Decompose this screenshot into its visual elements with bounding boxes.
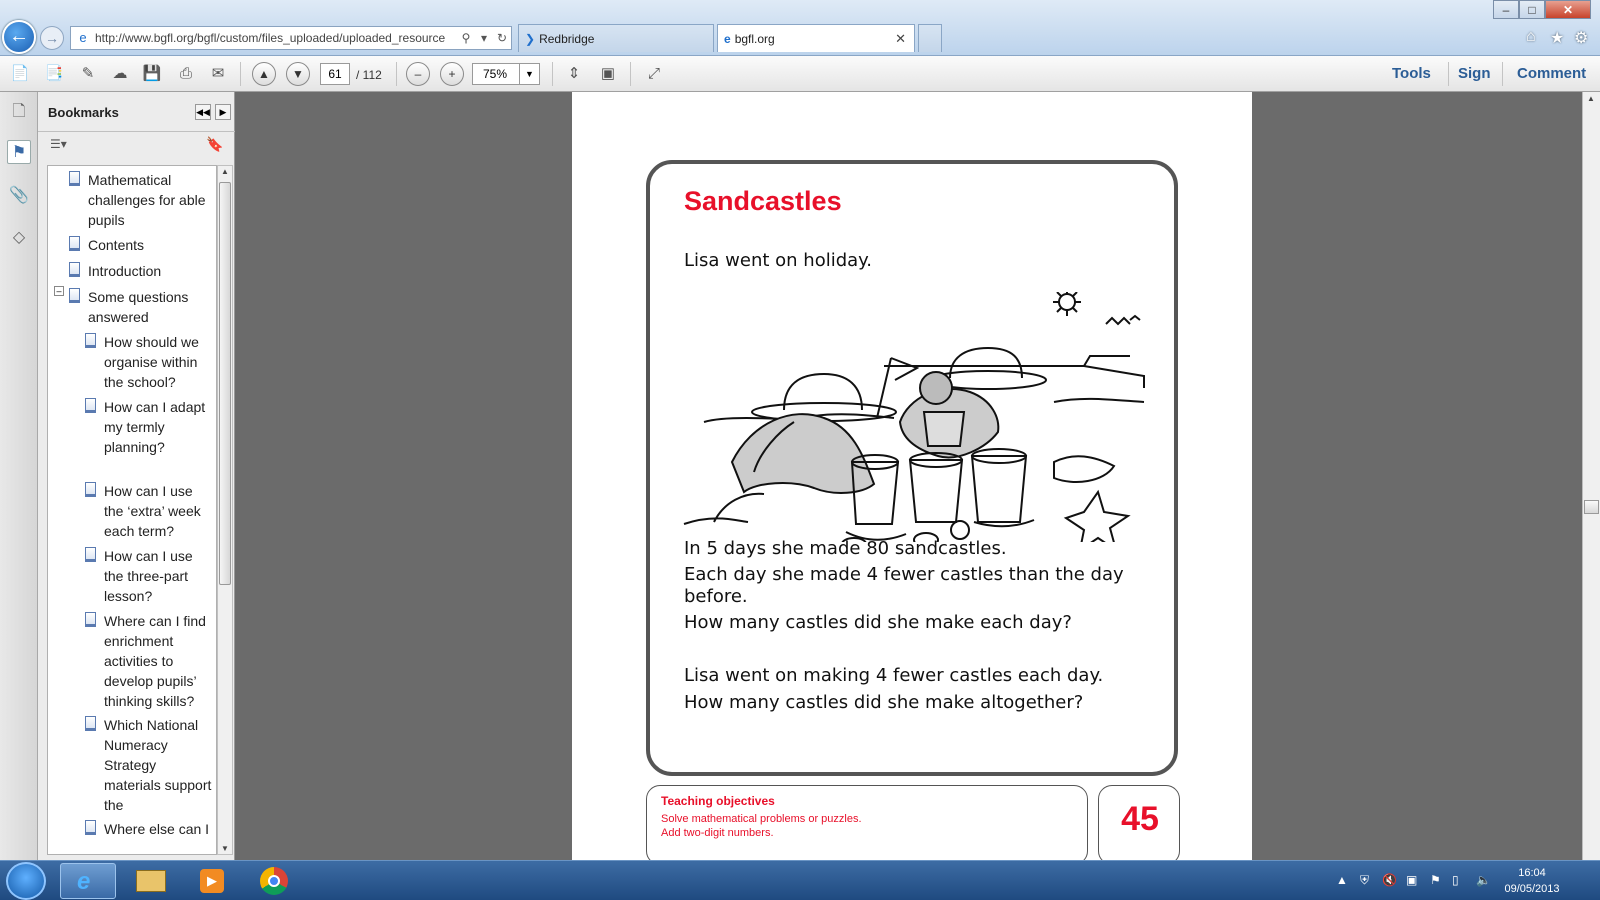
bookmark-item[interactable]: [104, 481, 216, 541]
zoom-value: 75%: [483, 67, 508, 81]
bookmark-item[interactable]: [104, 546, 216, 606]
objective-item: Add two-digit numbers.: [661, 827, 774, 839]
bookmark-item[interactable]: [104, 715, 216, 815]
close-tab-icon[interactable]: ✕: [895, 31, 906, 46]
export-pdf-icon[interactable]: 📑: [44, 65, 64, 82]
tab-label: Redbridge: [539, 31, 595, 46]
bookmark-label: How can I adapt my termly planning?: [104, 399, 206, 455]
bookmark-item[interactable]: [104, 819, 216, 839]
back-arrow-icon[interactable]: ←: [2, 20, 36, 54]
email-icon[interactable]: ✉: [211, 65, 225, 82]
bookmarks-title: Bookmarks: [48, 105, 119, 120]
comment-button[interactable]: Comment: [1517, 65, 1587, 82]
sign-button[interactable]: Sign: [1458, 65, 1491, 82]
clock-time: 16:04: [1518, 867, 1546, 879]
volume-muted-icon[interactable]: 🔇: [1382, 873, 1397, 887]
collapse-panel-icon[interactable]: ◀◀: [195, 104, 211, 120]
maximize-button[interactable]: □: [1519, 0, 1545, 19]
bookmark-item[interactable]: [104, 611, 216, 711]
system-clock[interactable]: [1500, 865, 1564, 897]
save-icon[interactable]: 💾: [142, 65, 162, 82]
dropdown-arrow-icon[interactable]: ▾: [480, 31, 488, 45]
scroll-down-icon[interactable]: ▼: [221, 844, 229, 853]
problem-line-3: Lisa went on making 4 fewer castles each day.: [684, 665, 1104, 686]
favorites-star-icon[interactable]: ★: [1550, 30, 1565, 47]
create-pdf-icon[interactable]: 📄: [10, 65, 30, 82]
collapse-tree-icon[interactable]: –: [54, 286, 64, 296]
bookmark-page-icon: [85, 612, 96, 627]
page-number-box: [1098, 785, 1180, 865]
activity-card: [646, 160, 1178, 776]
new-bookmark-icon[interactable]: 🔖: [206, 136, 224, 152]
address-url[interactable]: http://www.bgfl.org/bgfl/custom/files_uploaded/uploaded_resource: [95, 31, 446, 45]
bookmark-item[interactable]: [104, 397, 216, 457]
security-tray-icon[interactable]: ⛨: [1360, 873, 1370, 887]
problem-line-2: Each day she made 4 fewer castles than the day before.: [684, 564, 1124, 607]
address-bar[interactable]: [70, 26, 512, 50]
bookmark-icon[interactable]: ⚑: [7, 140, 31, 164]
new-tab-button[interactable]: [918, 24, 942, 52]
edit-icon[interactable]: ✎: [81, 65, 95, 82]
refresh-icon[interactable]: ↻: [496, 31, 508, 45]
page-number-input[interactable]: 61: [320, 63, 350, 85]
bookmark-label: Which National Numeracy Strategy materials support the: [104, 717, 212, 813]
tab-redbridge[interactable]: [518, 24, 714, 52]
tools-button[interactable]: Tools: [1392, 65, 1431, 82]
power-tray-icon[interactable]: ▯: [1452, 873, 1459, 887]
bookmark-page-icon: [69, 171, 80, 186]
page-thumbnails-icon[interactable]: 🗋: [12, 103, 26, 120]
bookmark-label: Where else can I: [104, 821, 210, 837]
activity-title: Sandcastles: [684, 186, 842, 216]
bookmark-label: Where can I find enrichment activities to develop pupils’ thinking skills?: [104, 613, 206, 709]
bookmarks-scrollbar[interactable]: [217, 165, 233, 855]
media-player-icon: ▶: [200, 869, 224, 893]
taskbar-media-button[interactable]: [184, 863, 240, 899]
objective-item: Solve mathematical problems or puzzles.: [661, 813, 862, 825]
bookmark-page-icon: [85, 398, 96, 413]
display-tray-icon[interactable]: ▣: [1406, 873, 1418, 887]
forward-arrow-icon[interactable]: →: [40, 26, 64, 50]
tab-label: bgfl.org: [734, 31, 775, 46]
start-button[interactable]: [6, 862, 46, 900]
search-icon[interactable]: ⚲: [461, 31, 471, 45]
bookmark-page-icon: [85, 547, 96, 562]
bookmark-page-icon: [69, 262, 80, 277]
taskbar-explorer-button[interactable]: [122, 863, 178, 899]
ie-logo-icon: e: [77, 868, 91, 895]
upload-icon[interactable]: ☁: [112, 65, 128, 82]
previous-page-icon[interactable]: ▲: [252, 62, 276, 86]
bookmark-page-icon: [85, 820, 96, 835]
arrow-icon: ❯: [525, 31, 536, 46]
objectives-heading: Teaching objectives: [661, 794, 775, 808]
scroll-up-icon[interactable]: ▲: [1587, 94, 1595, 103]
bookmark-item[interactable]: [88, 261, 212, 281]
document-area: [236, 92, 1582, 860]
bookmark-label: How can I use the three-part lesson?: [104, 548, 193, 604]
scroll-thumb[interactable]: [1584, 500, 1599, 514]
zoom-out-icon[interactable]: –: [406, 62, 430, 86]
chevron-down-icon[interactable]: ▼: [519, 64, 539, 84]
tab-bgfl[interactable]: [717, 24, 915, 52]
bookmark-label: How should we organise within the school?: [104, 334, 199, 390]
scroll-thumb[interactable]: [219, 182, 231, 585]
navigation-rail: [0, 92, 38, 860]
bookmark-item[interactable]: [88, 170, 212, 230]
minimize-button[interactable]: –: [1493, 0, 1519, 19]
page-total: / 112: [356, 68, 382, 82]
bookmarks-tools: [38, 132, 235, 158]
zoom-select[interactable]: [472, 63, 540, 85]
question-line-1: How many castles did she make each day?: [684, 612, 1072, 633]
bookmark-label: Mathematical challenges for able pupils: [88, 172, 206, 228]
expand-panel-icon[interactable]: ▶: [215, 104, 231, 120]
problem-line-1: In 5 days she made 80 sandcastles.: [684, 538, 1007, 559]
settings-gear-icon[interactable]: ⚙: [1574, 30, 1589, 47]
ie-favicon-icon: e: [79, 30, 87, 45]
bookmark-item[interactable]: [104, 332, 216, 392]
bookmark-page-icon: [69, 236, 80, 251]
ie-favicon-icon: e: [724, 31, 731, 46]
pdf-page: [572, 92, 1252, 860]
bookmarks-panel: [38, 92, 235, 860]
bookmark-item[interactable]: [88, 235, 212, 255]
full-screen-icon[interactable]: ⤢: [647, 65, 660, 82]
intro-text: Lisa went on holiday.: [684, 250, 872, 271]
bookmark-page-icon: [69, 288, 80, 303]
zoom-in-icon[interactable]: +: [440, 62, 464, 86]
options-menu-icon[interactable]: ☰▾: [50, 137, 67, 151]
teaching-objectives-box: [646, 785, 1088, 865]
taskbar-ie-button[interactable]: [60, 863, 116, 899]
home-icon[interactable]: ⌂: [1526, 28, 1536, 45]
network-tray-icon[interactable]: ▲: [1336, 873, 1348, 887]
speaker-icon[interactable]: 🔈: [1476, 873, 1491, 887]
bookmarks-list: [47, 165, 217, 855]
bookmark-page-icon: [85, 716, 96, 731]
document-scrollbar[interactable]: [1582, 92, 1600, 860]
bookmark-page-icon: [85, 482, 96, 497]
action-center-flag-icon[interactable]: ⚑: [1430, 873, 1441, 887]
bookmarks-header: [38, 92, 235, 132]
next-page-icon[interactable]: ▼: [286, 62, 310, 86]
close-window-button[interactable]: ✕: [1545, 0, 1591, 19]
bookmark-label: How can I use the ‘extra’ week each term?: [104, 483, 201, 539]
fit-page-icon[interactable]: ▣: [600, 65, 616, 82]
chrome-center-icon: [268, 875, 280, 887]
bookmark-item[interactable]: [88, 287, 212, 327]
bookmark-page-icon: [85, 333, 96, 348]
sandcastle-illustration: [674, 292, 1164, 542]
fit-width-icon[interactable]: ⇕: [567, 65, 581, 82]
page-number: 45: [1121, 800, 1159, 838]
folder-icon: [136, 870, 166, 892]
scroll-up-icon[interactable]: ▲: [221, 167, 229, 176]
taskbar-chrome-button[interactable]: [246, 863, 302, 899]
bookmark-label: Introduction: [88, 263, 162, 279]
clock-date: 09/05/2013: [1504, 883, 1560, 895]
question-line-2: How many castles did she make altogether?: [684, 692, 1084, 713]
bookmark-label: Contents: [88, 237, 145, 253]
reader-toolbar: [0, 56, 1600, 92]
print-icon[interactable]: ⎙: [179, 65, 192, 82]
binoculars-icon[interactable]: ◇: [12, 229, 26, 246]
attachment-icon[interactable]: 📎: [9, 187, 29, 204]
bookmark-label: Some questions answered: [88, 289, 189, 325]
taskbar: [0, 860, 1600, 900]
browser-chrome: [0, 0, 1600, 56]
